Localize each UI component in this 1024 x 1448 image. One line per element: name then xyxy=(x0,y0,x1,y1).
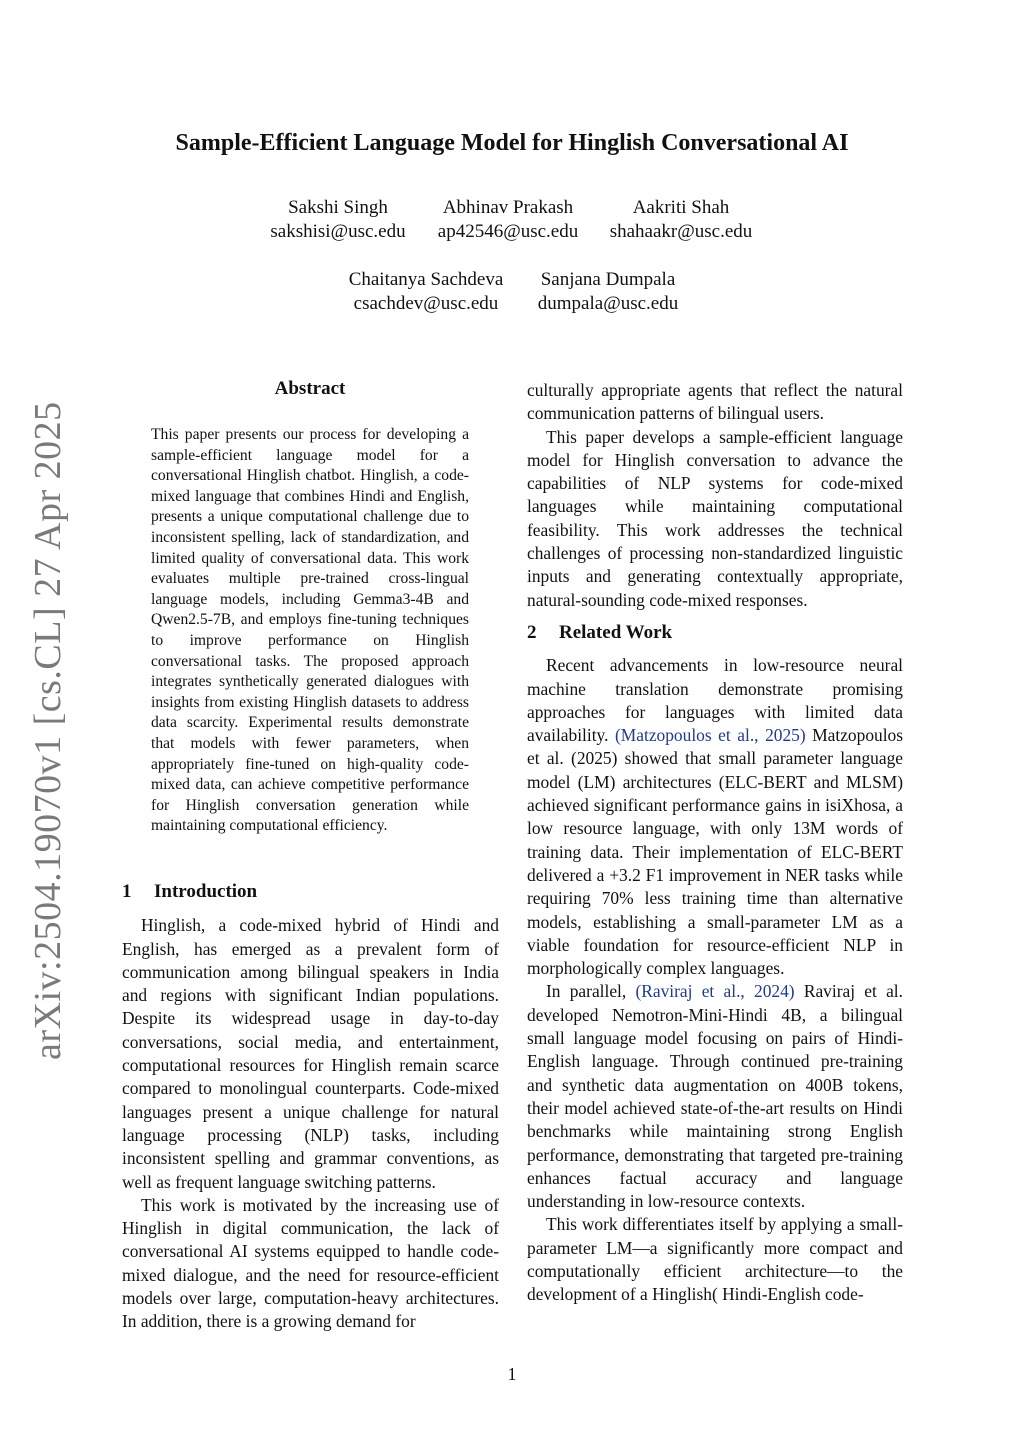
arxiv-identifier: arXiv:2504.19070v1 [cs.CL] 27 Apr 2025 xyxy=(27,401,69,1060)
author-email[interactable]: shahaakr@usc.edu xyxy=(609,221,753,242)
author-block xyxy=(326,268,526,316)
related-paragraph xyxy=(527,654,903,980)
intro-paragraph: This work is motivated by the increasing use of Hinglish in digital communication, the lack of conversational AI systems equipped to handle code-mixed dialogue, and the need for resource-efficient models over large, computation-heavy architectures. In addition, there is a growing demand for xyxy=(122,1194,499,1332)
intro-paragraph: This paper develops a sample-efficient language model for Hinglish conversation to advance the capabilities of NLP systems for code-mixed languages while maintaining computational feasibility. This work addresses the technical challenges of processing non-standardized linguistic inputs and generating contextually appropriate, natural-sounding code-mixed responses. xyxy=(527,426,903,610)
citation-link[interactable]: (Matzopoulos et al., 2025) xyxy=(615,725,806,746)
left-column xyxy=(122,880,499,1334)
right-column xyxy=(527,379,903,1307)
paragraph-text: Raviraj et al. developed Nemotron-Mini-Hindi 4B, a bilingual small language model focusing on pairs of Hindi-English language. Through continued pre-training and synthetic data augmentation on 400B tokens, their model achieved state-of-the-art results on Hindi benchmarks while maintaining strong English performance, demonstrating that targeted pre-training enhances factual accuracy and language understanding in low-resource contexts. xyxy=(527,981,903,1212)
author-block xyxy=(408,196,608,244)
intro-paragraph-continued: culturally appropriate agents that reflect the natural communication patterns of bilingual users. xyxy=(527,380,903,424)
related-paragraph: This work differentiates itself by applying a small-parameter LM—a significantly more compact and computationally efficient architecture—to the development of a Hinglish( Hindi-English code- xyxy=(527,1214,903,1305)
section-number: 2 xyxy=(527,621,537,643)
paragraph-text: Matzopoulos et al. (2025) showed that small parameter language model (LM) architectures (ELC-BERT and MLSM) achieved significant performance gains in isiXhosa, a low resource language, with only 13M words of training data. Their implementation of ELC-BERT delivered a +3.2 F1 improvement in NER tasks while requiring 70% less training time than alternative models, establishing a small-parameter LM as a viable foundation for resource-efficient NLP in morphologically complex languages. xyxy=(527,725,903,979)
page-number: 1 xyxy=(507,1364,517,1384)
section-title: Introduction xyxy=(154,881,258,902)
section-number: 1 xyxy=(122,881,132,902)
author-name: Chaitanya Sachdeva xyxy=(348,269,504,290)
paper-title: Sample-Efficient Language Model for Hinglish Conversational AI xyxy=(175,130,849,156)
section-heading-related-work xyxy=(527,621,903,644)
citation-link[interactable]: (Raviraj et al., 2024) xyxy=(635,981,795,1002)
section-title: Related Work xyxy=(559,621,673,643)
abstract-heading: Abstract xyxy=(274,378,346,399)
author-email[interactable]: dumpala@usc.edu xyxy=(537,293,679,314)
author-block xyxy=(508,268,708,316)
author-block xyxy=(581,196,781,244)
author-email[interactable]: sakshisi@usc.edu xyxy=(270,221,406,242)
author-name: Sanjana Dumpala xyxy=(540,269,676,290)
paragraph-text: Recent advancements in low-resource neural machine translation demonstrate promising approaches for languages with limited data availability. xyxy=(527,655,903,746)
author-email[interactable]: csachdev@usc.edu xyxy=(353,293,499,314)
author-name: Aakriti Shah xyxy=(632,197,730,218)
abstract-text: This paper presents our process for developing a sample-efficient language model for a conversational Hinglish chatbot. Hinglish, a code-mixed language that combines Hindi and English, presents a unique computational challenge due to inconsistent spelling, lack of standardization, and limited quality of conversational data. This work evaluates multiple pre-trained cross-lingual language models, including Gemma3-4B and Qwen2.5-7B, and employs fine-tuning techniques to improve performance on Hinglish conversational tasks. The proposed approach integrates synthetically generated dialogues with insights from existing Hinglish datasets to address data scarcity. Experimental results demonstrate that models with fewer parameters, when appropriately fine-tuned on high-quality code-mixed data, can achieve competitive performance for Hinglish conversation generation while maintaining computational efficiency. xyxy=(151,426,469,835)
author-name: Sakshi Singh xyxy=(288,197,388,218)
author-name: Abhinav Prakash xyxy=(442,197,574,218)
related-paragraph xyxy=(527,980,903,1213)
author-email[interactable]: ap42546@usc.edu xyxy=(437,221,579,242)
section-heading-introduction xyxy=(122,880,499,903)
paragraph-text: In parallel, xyxy=(546,981,636,1002)
intro-paragraph: Hinglish, a code-mixed hybrid of Hindi and English, has emerged as a prevalent form of communication among bilingual speakers in India and regions with significant Indian populations. Despite its widespread usage in day-to-day conversations, social media, and entertainment, computational resources for Hinglish remain scarce compared to monolingual counterparts. Code-mixed languages present a unique challenge for natural language processing (NLP) tasks, including inconsistent spelling and grammar conventions, as well as frequent language switching patterns. xyxy=(122,915,499,1192)
